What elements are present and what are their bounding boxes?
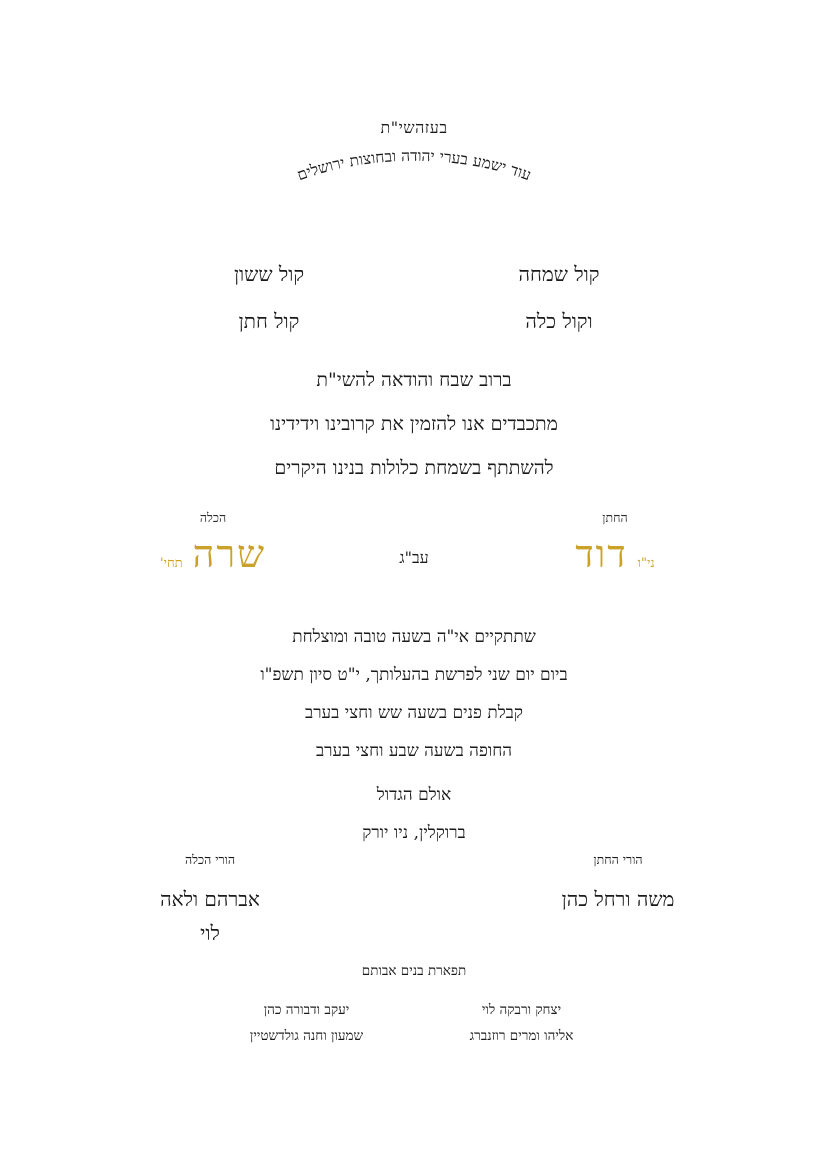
bride-parents: [60, 852, 360, 950]
invitation-line-2: מתכבדים אנו להזמין את קרובינו וידידינו: [270, 413, 558, 435]
bride-parents-names-line-1: אברהם ולאה: [160, 887, 260, 911]
grandparents-bride-1: יצחק ורבקה לוי: [481, 1002, 562, 1018]
venue-name: אולם הגדול: [376, 785, 452, 805]
grandparents-groom-2: שמעון וחנה גולדשטיין: [249, 1028, 364, 1044]
kol-row-2: [0, 309, 828, 334]
grandparents-groom-1: יעקב ודבורה כהן: [263, 1002, 350, 1018]
grandparents-title: תפארת בנים אבותם: [361, 963, 467, 979]
bride-name-suffix: תחי': [159, 556, 183, 571]
blessing-header: בעזהשי"ת: [380, 118, 448, 137]
kol-chatan: קול חתן: [238, 309, 300, 333]
grandparents-block: [0, 1002, 828, 1054]
marriage-connector: עב"ג: [399, 548, 429, 567]
venue-location: ברוקלין, ניו יורק: [362, 823, 466, 843]
kol-row-1: [0, 262, 828, 287]
bride-role-label: הכלה: [199, 510, 227, 525]
bride-block: [88, 510, 338, 576]
invitation-line-3: להשתתף בשמחת כלולות בנינו היקרים: [274, 457, 554, 479]
bride-name: שרה: [192, 532, 267, 576]
event-details: [0, 624, 828, 858]
kol-sasson-block: [0, 262, 828, 356]
invitation-text: [0, 365, 828, 497]
groom-name-suffix: ני"ו: [637, 556, 655, 571]
grandparents-row-2: [0, 1028, 828, 1044]
groom-parents-label: הורי החתן: [593, 852, 643, 867]
kol-sasson: קול ששון: [233, 262, 305, 286]
details-line-4: החופה בשעה שבע וחצי בערב: [315, 741, 513, 761]
groom-name: דוד: [575, 532, 628, 576]
groom-parents-names: משה ורחל כהן: [561, 887, 675, 911]
bride-name-line: [88, 534, 338, 576]
arc-verse: [0, 140, 828, 250]
groom-role-label: החתן: [602, 510, 628, 525]
groom-parents: [468, 852, 768, 916]
details-line-1: שתתקיים אי"ה בשעה טובה ומוצלחת: [292, 627, 536, 647]
details-line-3: קבלת פנים בשעה שש וחצי בערב: [305, 703, 523, 723]
vekol-kallah: וקול כלה: [525, 309, 593, 333]
details-line-2: ביום יום שני לפרשת בהעלותך, י"ט סיון תשפ"ו: [260, 665, 568, 685]
parents-block: [0, 852, 828, 962]
grandparents-row-1: [0, 1002, 828, 1018]
bride-parents-label: הורי הכלה: [184, 852, 236, 867]
couple-names-block: [0, 510, 828, 600]
grandparents-bride-2: אליהו ומרים רוזנברג: [469, 1028, 574, 1044]
invitation-line-1: ברוב שבח והודאה להשי"ת: [316, 369, 512, 391]
kol-simcha: קול שמחה: [518, 262, 600, 286]
svg-text:עוד ישמע בערי יהודה ובחוצות יר: עוד ישמע בערי יהודה ובחוצות ירושלים: [294, 146, 534, 185]
bride-parents-names-line-2: לוי: [200, 921, 220, 945]
